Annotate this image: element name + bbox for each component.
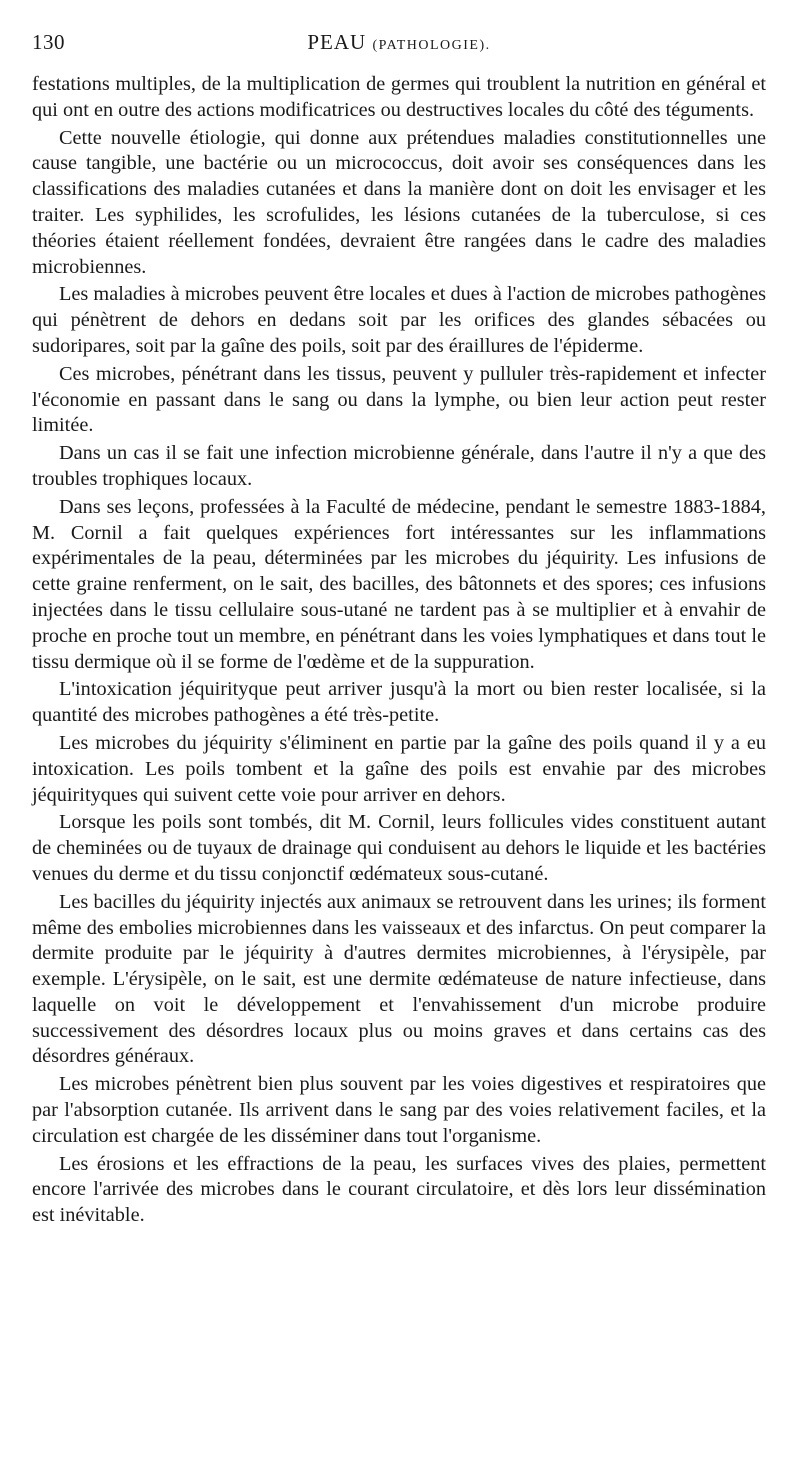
paragraph: Lorsque les poils sont tombés, dit M. Cornil, leurs follicules vides constituent autant de cheminées ou de tuyaux de drainage qui conduisent au dehors le liquide et les bactéries venues du derme et du tissu conjonctif œdémateux sous-cutané. [32,811,766,885]
paragraph: Les microbes du jéquirity s'éliminent en partie par la gaîne des poils quand il y a eu intoxication. Les poils tombent et la gaîne des poils est envahie par des microbes jéquirityques qui suivent cette voie pour arriver en dehors. [32,731,766,806]
paragraph: Dans ses leçons, professées à la Faculté de médecine, pendant le semestre 1883-1884, M. Cornil a fait quelques expériences fort intéressantes sur les inflammations expérimentales de la peau, déterminées par les microbes du jéquirity. Les infusions de cette graine renferment, on le sait, des bacilles, des bâtonnets et des spores; ces infusions injectées dans le tissu cellulaire sous-utané ne tardent pas à se multiplier et à envahir de proche en proche tout un membre, en pénétrant dans les voies lymphatiques et dans tout le tissu dermique où il se forme de l'œdème et de la suppuration. [32,495,766,673]
running-title [32,30,766,55]
body-text [32,72,766,1229]
running-title-subtitle: (PATHOLOGIE). [372,38,491,53]
running-head [32,30,766,58]
paragraph: Les bacilles du jéquirity injectés aux animaux se retrouvent dans les urines; ils forment même des embolies microbiennes dans les vaisseaux et des infarctus. On peut comparer la dermite produite par le jéquirity à d'autres dermites microbiennes, à l'érysipèle, par exemple. L'érysipèle, on le sait, est une dermite œdémateuse de nature infectieuse, dans laquelle on voit le développement et l'envahissement d'un microbe produire successivement des désordres locaux plus ou moins graves et dans certains cas des désordres généraux. [32,890,766,1068]
paragraph: Les microbes pénètrent bien plus souvent par les voies digestives et respiratoires que par l'absorption cutanée. Ils arrivent dans le sang par des voies relativement faciles, et la circulation est chargée de les disséminer dans tout l'organisme. [32,1073,766,1147]
paragraph: L'intoxication jéquirityque peut arriver jusqu'à la mort ou bien rester localisée, si la quantité des microbes pathogènes a été très-petite. [32,678,766,727]
page-number: 130 [32,30,65,54]
paragraph: Dans un cas il se fait une infection microbienne générale, dans l'autre il n'y a que des troubles trophiques locaux. [32,442,766,490]
running-title-main: PEAU [307,30,367,54]
paragraph: Ces microbes, pénétrant dans les tissus, peuvent y pulluler très-rapidement et infecter l'économie en passant dans le sang ou dans la lymphe, ou bien leur action peut rester limitée. [32,362,766,437]
paragraph: festations multiples, de la multiplication de germes qui troublent la nutrition en général et qui ont en outre des actions modificatrices ou destructives locales du côté des téguments. [32,73,766,121]
paragraph: Les érosions et les effractions de la peau, les surfaces vives des plaies, permettent encore l'arrivée des microbes dans le courant circulatoire, et dès lors leur dissémination est inévitable. [32,1152,766,1227]
paragraph: Les maladies à microbes peuvent être locales et dues à l'action de microbes pathogènes qui pénètrent de dehors en dedans soit par les orifices des glandes sébacées ou sudoripares, soit par la gaîne des poils, soit par des éraillures de l'épiderme. [32,283,766,357]
paragraph: Cette nouvelle étiologie, qui donne aux prétendues maladies constitutionnelles une cause tangible, une bactérie ou un micrococcus, doit avoir ses conséquences dans les classifications des maladies cutanées et dans la manière dont on doit les envisager et les traiter. Les syphilides, les scrofulides, les lésions cutanées de la tuberculose, si ces théories étaient réellement fondées, devraient être rangées dans le cadre des maladies microbiennes. [32,126,766,278]
